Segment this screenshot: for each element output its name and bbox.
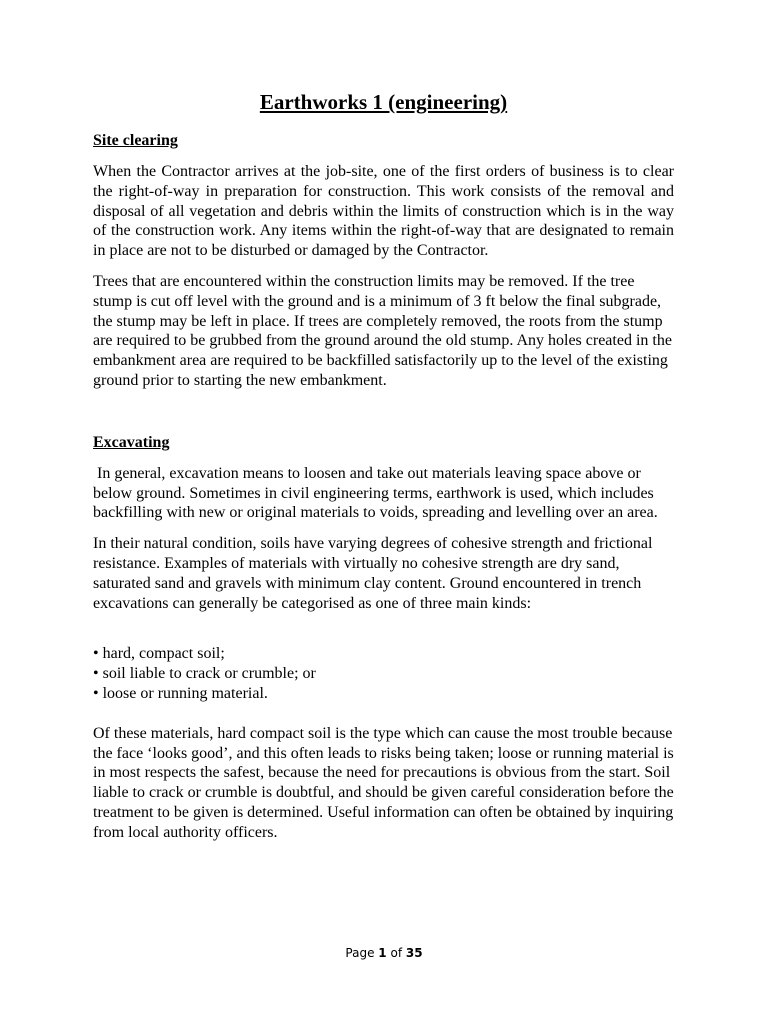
section-heading-excavating: Excavating — [93, 433, 170, 451]
site-clearing-paragraph-1: When the Contractor arrives at the job-site, one of the first orders of business is to clear the right-of-way in preparation for construction. This work consists of the removal and disposal of all vegetation and debris within the limits of construction which is in the way of the construction work. Any items within the right-of-way that are designated to remain in place are not to be disturbed or damaged by the Contractor. — [93, 163, 674, 260]
footer-of-label: of — [390, 946, 403, 960]
excavating-paragraph-1: In general, excavation means to loosen and take out materials leaving space above or below ground. Sometimes in civil engineering terms, earthwork is used, which includes backfilling with new or original materials to voids, spreading and levelling over an area. — [93, 464, 658, 522]
soil-kinds-list — [93, 644, 674, 703]
footer-page-label: Page — [345, 946, 375, 960]
excavating-paragraph-2: In their natural condition, soils have varying degrees of cohesive strength and frictional resistance. Examples of materials with virtually no cohesive strength are dry sand, saturated sand and gravels with minimum clay content. Ground encountered in trench excavations can generally be categorised as one of three main kinds: — [93, 535, 653, 612]
list-item: • hard, compact soil; — [93, 645, 225, 663]
page-footer — [0, 945, 768, 961]
section-heading-site-clearing: Site clearing — [93, 132, 178, 149]
document-title: Earthworks 1 (engineering) — [259, 90, 508, 114]
site-clearing-paragraph-2: Trees that are encountered within the construction limits may be removed. If the tree stump is cut off level with the ground and is a minimum of 3 ft below the final subgrade, the stump may be left in place. If trees are completely removed, the roots from the stump are required to be grubbed from the ground around the old stump. Any holes created in the embankment area are required to be backfilled satisfactorily up to the level of the existing ground prior to starting the new embankment. — [93, 272, 672, 389]
excavating-closing-paragraph: Of these materials, hard compact soil is the type which can cause the most trouble because the face ‘looks good’, and this often leads to risks being taken; loose or running material is in most respects the safest, because the need for precautions is obvious from the start. Soil liable to crack or crumble is doubtful, and should be given careful consideration before the treatment to be given is determined. Useful information can often be obtained by inquiring from local authority officers. — [93, 724, 674, 841]
document-body — [93, 89, 674, 854]
list-item: • loose or running material. — [93, 684, 268, 702]
footer-total-pages: 35 — [405, 946, 423, 960]
list-item: • soil liable to crack or crumble; or — [93, 665, 316, 683]
section-spacer — [93, 402, 674, 433]
footer-current-page: 1 — [378, 946, 387, 960]
list-spacer — [93, 624, 674, 644]
